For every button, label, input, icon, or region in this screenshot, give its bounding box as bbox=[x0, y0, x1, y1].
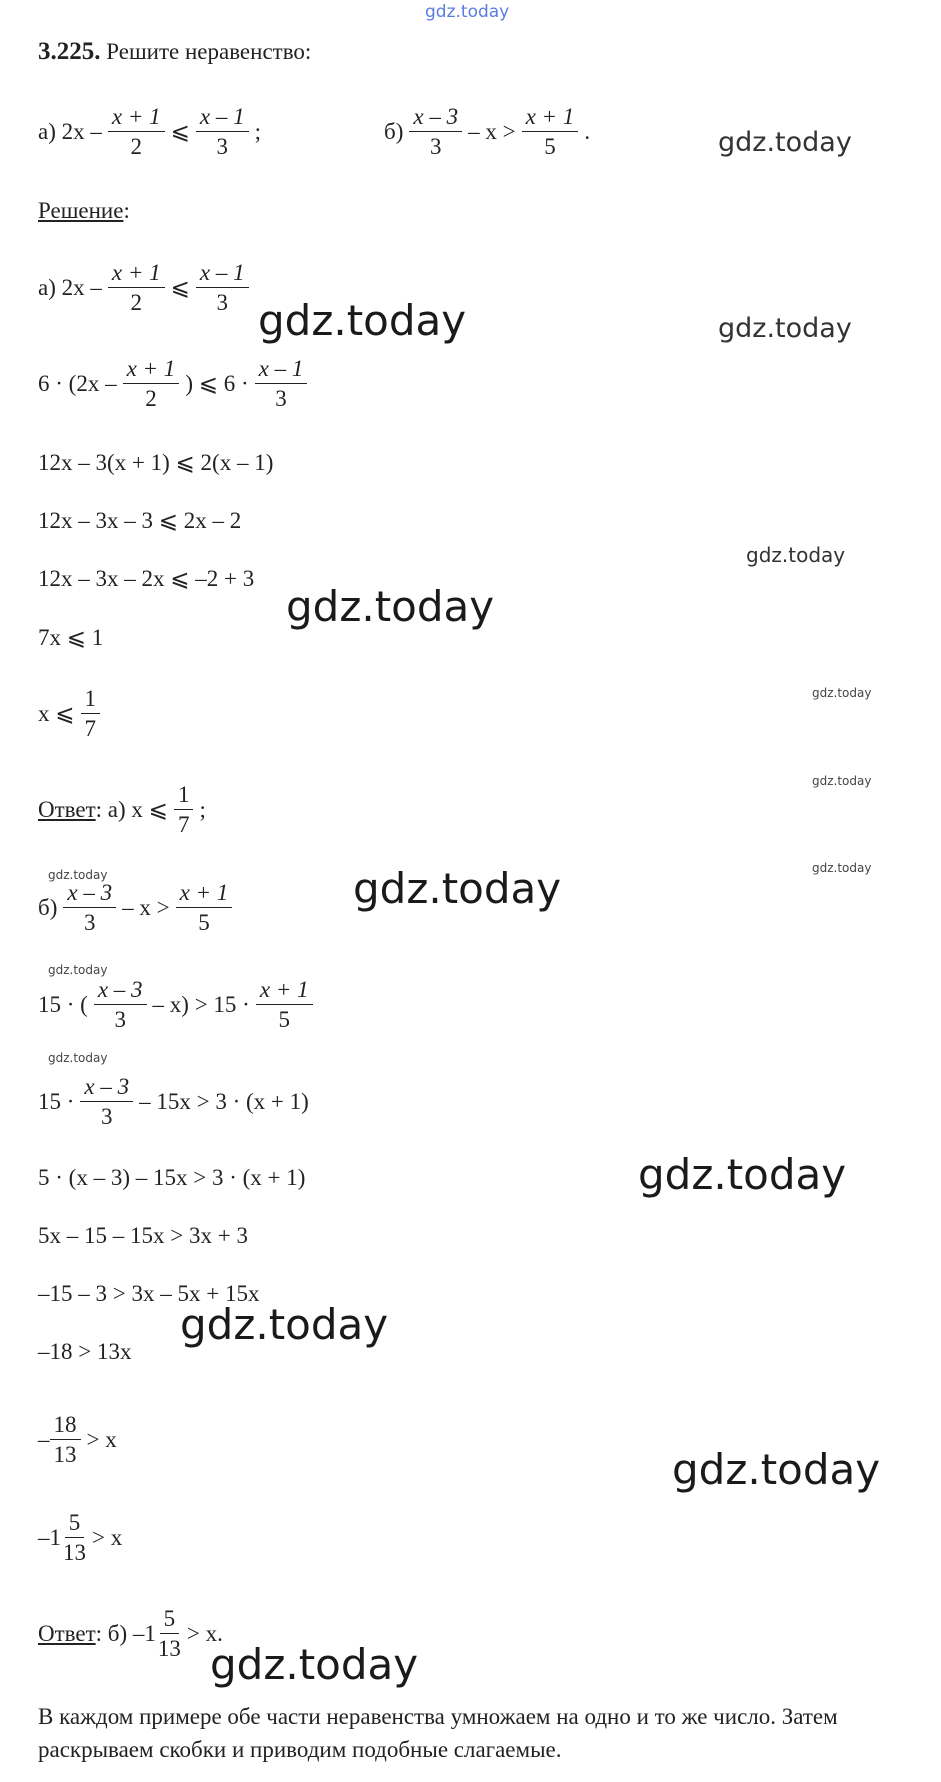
expression-text: 15 · bbox=[38, 1088, 75, 1114]
watermark: gdz.today bbox=[812, 686, 872, 700]
part-b-line-7: –18 > 13x bbox=[38, 1339, 132, 1364]
part-b-line-5: 5x – 15 – 15x > 3x + 3 bbox=[38, 1223, 248, 1248]
denominator: 2 bbox=[130, 290, 142, 316]
expression-text: : а) x ⩽ bbox=[95, 796, 168, 822]
denominator: 5 bbox=[198, 910, 210, 936]
numerator: x – 3 bbox=[94, 977, 147, 1005]
expression-text: 6 · (2x – bbox=[38, 370, 117, 396]
fraction bbox=[108, 104, 165, 160]
numerator: x + 1 bbox=[522, 104, 579, 132]
part-b-line-1 bbox=[38, 880, 238, 936]
fraction bbox=[80, 1074, 133, 1130]
expression-text: 15 · ( bbox=[38, 991, 88, 1017]
part-b-line-4: 5 · (x – 3) – 15x > 3 · (x + 1) bbox=[38, 1165, 306, 1190]
fraction bbox=[255, 356, 308, 412]
watermark: gdz.today bbox=[48, 1051, 108, 1065]
problem-title: Решите неравенство: bbox=[106, 39, 312, 64]
fraction bbox=[409, 104, 462, 160]
answer-label: Ответ bbox=[38, 796, 96, 822]
fraction bbox=[50, 1412, 81, 1468]
watermark: gdz.today bbox=[718, 127, 852, 158]
part-a-answer bbox=[38, 782, 206, 838]
denominator: 2 bbox=[145, 386, 157, 412]
fraction bbox=[63, 880, 116, 936]
watermark: gdz.today bbox=[812, 861, 872, 875]
watermark: gdz.today bbox=[210, 1640, 419, 1689]
fraction bbox=[123, 356, 180, 412]
statement-a bbox=[38, 104, 261, 160]
expression-text: – bbox=[38, 1426, 50, 1452]
fraction bbox=[94, 977, 147, 1033]
problem-number: 3.225. bbox=[38, 38, 101, 65]
expression-text: –1 bbox=[38, 1524, 61, 1550]
numerator: x + 1 bbox=[176, 880, 233, 908]
numerator: x – 3 bbox=[63, 880, 116, 908]
numerator: 1 bbox=[81, 686, 101, 714]
fraction bbox=[63, 1510, 86, 1566]
part-a-line-2 bbox=[38, 356, 313, 412]
denominator: 3 bbox=[429, 134, 442, 160]
statement-b-label: б) bbox=[384, 118, 404, 144]
part-b-line-6: –15 – 3 > 3x – 5x + 15x bbox=[38, 1281, 260, 1306]
denominator: 13 bbox=[157, 1636, 181, 1662]
watermark: gdz.today bbox=[638, 1150, 847, 1199]
fraction bbox=[196, 104, 249, 160]
part-a-line-3: 12x – 3(x + 1) ⩽ 2(x – 1) bbox=[38, 450, 274, 475]
fraction bbox=[522, 104, 579, 160]
expression-text: ) ⩽ 6 · bbox=[185, 370, 249, 396]
fraction bbox=[81, 686, 101, 742]
numerator: 5 bbox=[65, 1510, 85, 1538]
expression-text: – x) > 15 · bbox=[152, 991, 250, 1017]
expression-text: > x bbox=[86, 1426, 117, 1452]
watermark: gdz.today bbox=[180, 1300, 389, 1349]
watermark: gdz.today bbox=[812, 774, 872, 788]
part-a-line-7 bbox=[38, 686, 106, 742]
watermark: gdz.today bbox=[746, 543, 846, 567]
fraction bbox=[196, 260, 249, 316]
operator: ⩽ bbox=[170, 118, 190, 144]
statement-a-label: а) 2x – bbox=[38, 118, 102, 144]
denominator: 3 bbox=[83, 910, 96, 936]
numerator: x + 1 bbox=[256, 977, 313, 1005]
denominator: 7 bbox=[177, 812, 190, 838]
part-b-line-2 bbox=[38, 977, 319, 1033]
expression-text: – x > bbox=[122, 894, 170, 920]
watermark: gdz.today bbox=[258, 296, 467, 345]
part-b-line-8 bbox=[38, 1412, 117, 1468]
denominator: 3 bbox=[114, 1007, 126, 1033]
denominator: 13 bbox=[53, 1442, 77, 1468]
statement-b bbox=[384, 104, 590, 160]
punctuation: : bbox=[123, 198, 130, 223]
numerator: x – 1 bbox=[255, 356, 308, 384]
solution-heading bbox=[38, 198, 130, 224]
fraction bbox=[256, 977, 313, 1033]
part-a-line-5: 12x – 3x – 2x ⩽ –2 + 3 bbox=[38, 566, 255, 591]
top-watermark: gdz.today bbox=[425, 2, 510, 22]
explanation-note: В каждом примере обе части неравенства умножаем на одно и то же число. Затем раскрываем скобки и приводим подобные слагаемые. bbox=[38, 1704, 838, 1762]
numerator: 18 bbox=[50, 1412, 81, 1440]
numerator: x – 3 bbox=[80, 1074, 133, 1102]
expression-text: – x > bbox=[468, 118, 516, 144]
watermark: gdz.today bbox=[48, 963, 108, 977]
numerator: 5 bbox=[160, 1606, 180, 1634]
expression-text: б) bbox=[38, 894, 58, 920]
part-a-line-1 bbox=[38, 260, 255, 316]
expression-text: > x bbox=[92, 1524, 123, 1550]
numerator: x + 1 bbox=[108, 104, 165, 132]
watermark: gdz.today bbox=[286, 582, 495, 631]
denominator: 3 bbox=[216, 290, 228, 316]
expression-text: : б) –1 bbox=[95, 1620, 156, 1646]
denominator: 13 bbox=[63, 1540, 86, 1566]
numerator: x – 1 bbox=[196, 104, 249, 132]
expression-text: x ⩽ bbox=[38, 700, 75, 726]
denominator: 7 bbox=[84, 716, 97, 742]
fraction bbox=[108, 260, 165, 316]
part-b-line-9 bbox=[38, 1510, 122, 1566]
expression-text: – 15x > 3 · (x + 1) bbox=[139, 1088, 309, 1114]
numerator: x + 1 bbox=[108, 260, 165, 288]
fraction bbox=[176, 880, 233, 936]
watermark: gdz.today bbox=[672, 1445, 881, 1494]
numerator: x – 3 bbox=[409, 104, 462, 132]
punctuation: . bbox=[584, 118, 591, 144]
answer-label: Ответ bbox=[38, 1620, 96, 1646]
denominator: 5 bbox=[278, 1007, 290, 1033]
expression-text: > x. bbox=[186, 1620, 223, 1646]
fraction bbox=[158, 1606, 181, 1662]
part-b-line-3 bbox=[38, 1074, 309, 1130]
punctuation: ; bbox=[199, 796, 206, 822]
part-a-line-4: 12x – 3x – 3 ⩽ 2x – 2 bbox=[38, 508, 242, 533]
numerator: 1 bbox=[174, 782, 194, 810]
denominator: 3 bbox=[216, 134, 228, 160]
operator: ⩽ bbox=[170, 274, 190, 300]
watermark: gdz.today bbox=[48, 868, 108, 882]
expression-text: а) 2x – bbox=[38, 274, 102, 300]
part-a-line-6: 7x ⩽ 1 bbox=[38, 625, 104, 650]
watermark: gdz.today bbox=[353, 864, 562, 913]
denominator: 5 bbox=[544, 134, 556, 160]
watermark: gdz.today bbox=[718, 313, 852, 344]
numerator: x – 1 bbox=[196, 260, 249, 288]
part-b-answer bbox=[38, 1606, 223, 1662]
solution-heading-label: Решение bbox=[38, 198, 124, 223]
numerator: x + 1 bbox=[123, 356, 180, 384]
denominator: 3 bbox=[275, 386, 287, 412]
denominator: 2 bbox=[130, 134, 142, 160]
fraction bbox=[174, 782, 194, 838]
problem-header bbox=[38, 38, 311, 66]
punctuation: ; bbox=[254, 118, 261, 144]
denominator: 3 bbox=[101, 1104, 113, 1130]
